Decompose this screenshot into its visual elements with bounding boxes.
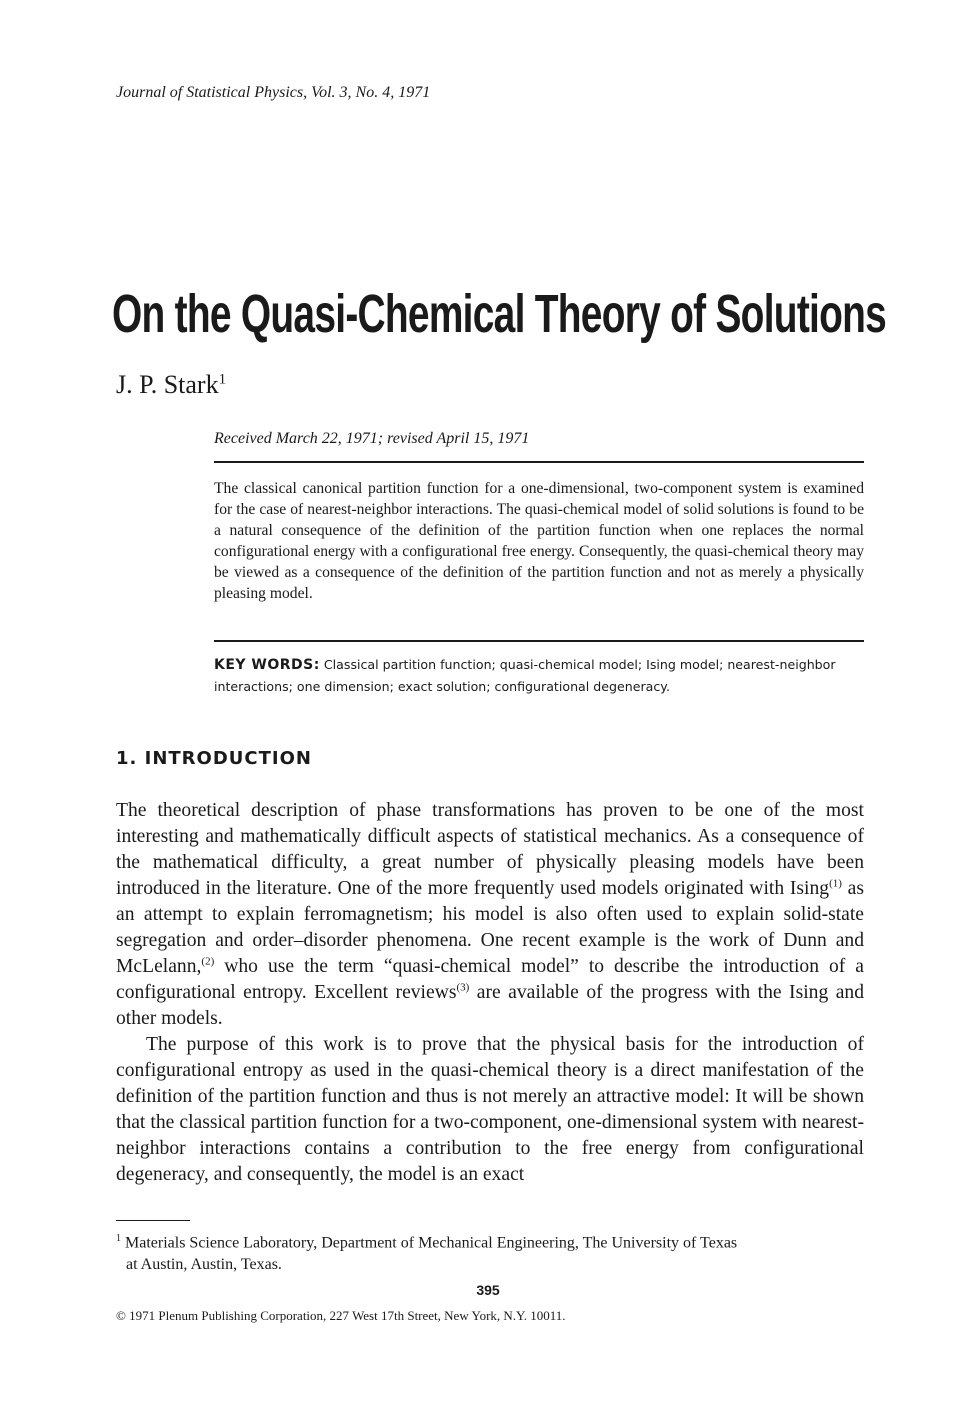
citation-ref-1: (1): [829, 877, 842, 890]
footnote: [116, 1228, 864, 1276]
section-heading: 1. INTRODUCTION: [116, 748, 312, 769]
citation-ref-2: (2): [201, 955, 215, 968]
received-dates: Received March 22, 1971; revised April 15, 1971: [214, 430, 530, 447]
citation-ref-3: (3): [456, 981, 470, 994]
paragraph-1-text-b: as an attempt to explain ferromagnetism; his model is also often used to explain solid-state segregation and order–disorder phenomena. One recent example is the work of Dunn and McLelann,: [116, 878, 864, 977]
keywords: [214, 654, 864, 698]
footnote-text-1: Materials Science Laboratory, Department of Mechanical Engineering, The University of Texas: [125, 1234, 738, 1252]
paragraph-1: [116, 798, 864, 1032]
page-number: 395: [476, 1282, 500, 1298]
article-title: On the Quasi-Chemical Theory of Solutions: [112, 284, 887, 344]
paragraph-1-text-c: who use the term “quasi-chemical model” to describe the introduction of a configurational entropy. Excellent reviews: [116, 956, 864, 1003]
journal-citation: Journal of Statistical Physics, Vol. 3, No. 4, 1971: [116, 84, 431, 101]
copyright-notice: © 1971 Plenum Publishing Corporation, 227 West 17th Street, New York, N.Y. 10011.: [116, 1308, 566, 1323]
keywords-label: KEY WORDS:: [214, 657, 320, 673]
keywords-text: Classical partition function; quasi-chemical model; Ising model; nearest-neighbor interactions; one dimension; exact solution; configurational degeneracy.: [214, 657, 836, 694]
abstract: The classical canonical partition function for a one-dimensional, two-component system is examined for the case of nearest-neighbor interactions. The quasi-chemical model of solid solutions is found to be a natural consequence of the definition of the partition function when one replaces the normal configurational energy with a configurational free energy. Consequently, the quasi-chemical theory may be viewed as a consequence of the definition of the partition function and not as merely a physically pleasing model.: [214, 480, 864, 602]
author-footnote-marker: 1: [218, 371, 227, 388]
abstract-bottom-rule: [214, 640, 864, 642]
footnote-rule: [116, 1220, 190, 1221]
author: [116, 370, 226, 400]
paragraph-1-text-a: The theoretical description of phase transformations has proven to be one of the most interesting and mathematically difficult aspects of statistical mechanics. As a consequence of the mathematical difficulty, a great number of physically pleasing models have been introduced in the literature. One of the more frequently used models originated with Ising: [116, 800, 864, 899]
abstract-top-rule: [214, 461, 864, 463]
author-name: J. P. Stark: [116, 370, 219, 399]
footnote-marker: 1: [116, 1233, 121, 1244]
footnote-line-1: [116, 1228, 864, 1254]
paragraph-1-text-d: are available of the progress with the Ising and other models.: [116, 982, 864, 1029]
body-text: [116, 798, 864, 1188]
footnote-line-2: at Austin, Austin, Texas.: [126, 1256, 282, 1274]
paragraph-2: The purpose of this work is to prove that the physical basis for the introduction of configurational entropy as used in the quasi-chemical theory is a direct manifestation of the definition of the partition function and thus is not merely an attractive model: It will be shown that the classical partition function for a two-component, one-dimensional system with nearest-neighbor interactions contains a contribution to the free energy from configurational degeneracy, and consequently, the model is an exact: [116, 1034, 864, 1185]
